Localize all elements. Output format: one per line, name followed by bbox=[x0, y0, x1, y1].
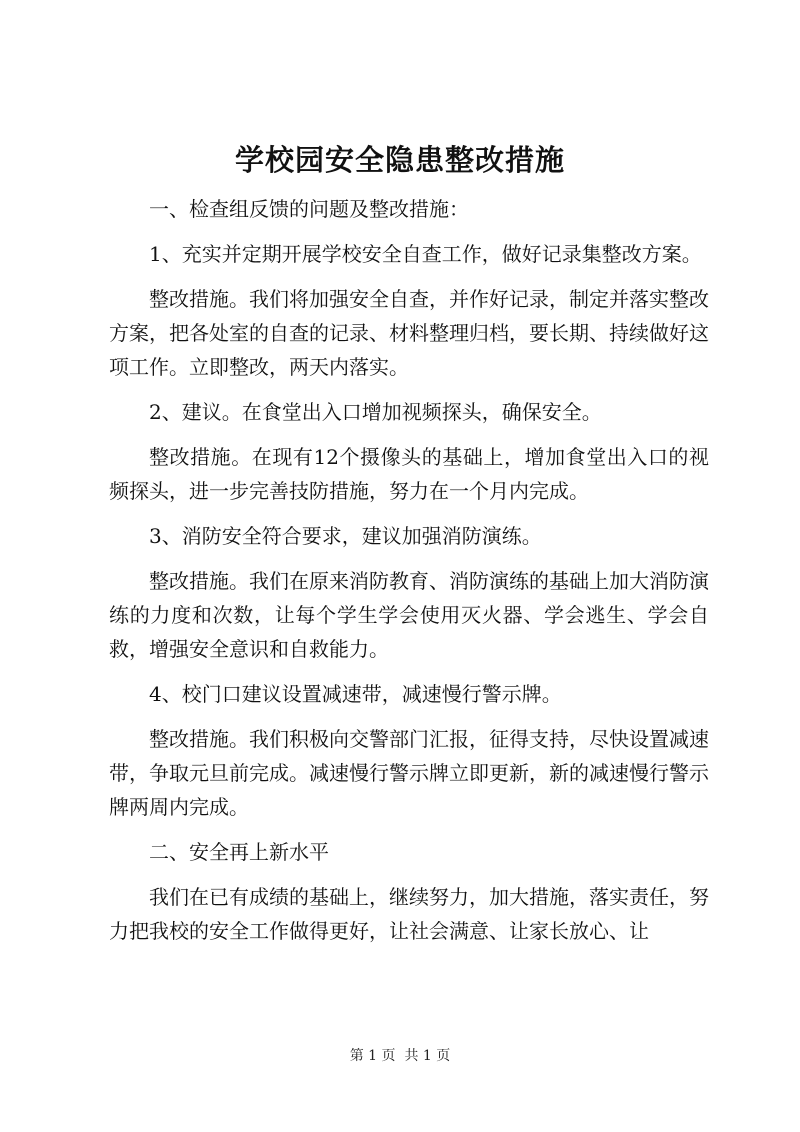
page-total: 共 1 页 bbox=[404, 1048, 451, 1064]
document-title: 学校园安全隐患整改措施 bbox=[234, 143, 565, 177]
section-heading-1: 一、检查组反馈的问题及整改措施： bbox=[149, 197, 469, 221]
closing-paragraph: 我们在已有成绩的基础上，继续努力，加大措施，落实责任，努力把我校的安全工作做得更好，让社会满意、让家长放心、让 bbox=[109, 885, 709, 943]
item-2: 2、建议。在食堂出入口增加视频探头，确保安全。 bbox=[149, 400, 602, 424]
item-1: 1、充实并定期开展学校安全自查工作，做好记录集整改方案。 bbox=[149, 242, 702, 266]
item-3: 3、消防安全符合要求，建议加强消防演练。 bbox=[149, 524, 542, 548]
page-number: 第 1 页 bbox=[349, 1048, 396, 1064]
item-2-measures: 整改措施。在现有12个摄像头的基础上，增加食堂出入口的视频探头，进一步完善技防措施，努力在一个月内完成。 bbox=[109, 445, 709, 503]
item-4: 4、校门口建议设置减速带，减速慢行警示牌。 bbox=[149, 682, 562, 706]
item-4-measures: 整改措施。我们积极向交警部门汇报，征得支持，尽快设置减速带，争取元旦前完成。减速慢行警示牌立即更新，新的减速慢行警示牌两周内完成。 bbox=[109, 727, 709, 819]
section-heading-2: 二、安全再上新水平 bbox=[149, 840, 329, 864]
item-1-measures: 整改措施。我们将加强安全自查，并作好记录，制定并落实整改方案，把各处室的自查的记录、材料整理归档，要长期、持续做好这项工作。立即整改，两天内落实。 bbox=[109, 287, 709, 379]
page-footer bbox=[0, 1046, 800, 1066]
document-body bbox=[109, 192, 709, 948]
item-3-measures: 整改措施。我们在原来消防教育、消防演练的基础上加大消防演练的力度和次数，让每个学生学会使用灭火器、学会逃生、学会自救，增强安全意识和自救能力。 bbox=[109, 569, 709, 661]
